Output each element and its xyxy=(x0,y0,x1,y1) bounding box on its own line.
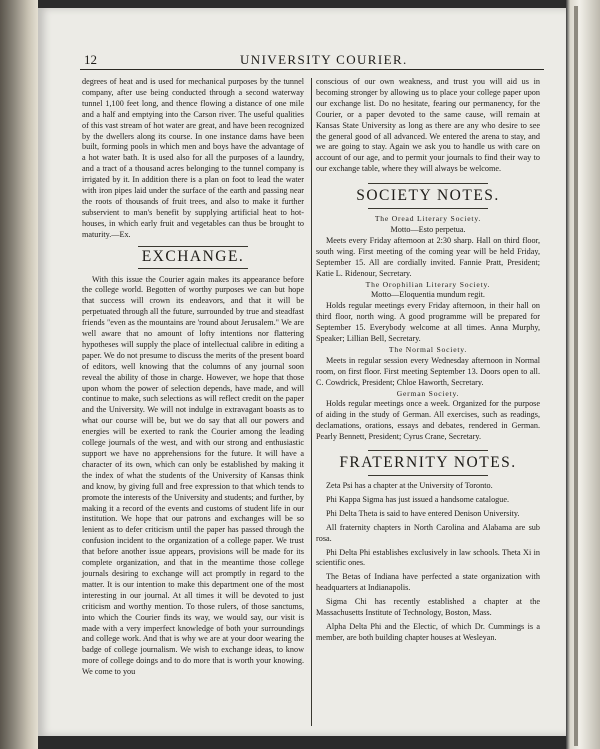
book-binding xyxy=(0,0,38,749)
exchange-heading: EXCHANGE. xyxy=(141,247,245,265)
fraternity-item: Alpha Delta Phi and the Electic, of which Dr. Cummings is a member, are both building chapter houses at Wesleyan. xyxy=(316,621,540,642)
column-divider xyxy=(311,78,312,726)
left-column xyxy=(82,77,304,678)
section-rule xyxy=(368,450,488,451)
society-heading: SOCIETY NOTES. xyxy=(356,187,500,205)
exchange-article: With this issue the Courier again makes its appearance before the college world. Begotten of worthy purposes we can but hope that success will crown its endeavors, and that it will be perpetuated through all the future, surrounded by true and steadfast friends "even as the mountains are 'round about Jerusalem." We are well aware that no amount of lofty intentions nor flattering hypotheses will supply the place of intellectual calibre in editing a paper. We do not presume to discuss the merits of the present board of editors, well knowing that the columns of any journal soon reveal the ability of those in charge. However, we hope that those upon whom the power of selection depends, have made, and will continue to make, such selections as will reflect credit on the paper and the University. We will not indulge in extravagant boasts as to what our course will be, but we do say that all our powers and energies will be exerted to rank the Courier among the leading college journals of the west, and with our strong and enthusiastic support we have no apprehensions for the future. It will have a character of its own, which can only be established by making it the index of what the students of the University of Kansas think and know, by giving full and free expression to that which tends to promote the interests of the University and students; and further, by making it a record of the events and customs of student life in our institution. We hope that our patrons and exchanges will be so lenient as to defer criticism until the paper has passed through the confusion incident to the organization of a college paper. We trust that before another issue appears, provisions will be made for its complete organization, and that in the meantime those college journals desiring to exchange will act promptly in regard to the matter. It is our intention to make this department one of the most interesting in our journal. At all times it will be devoted to just criticism and worthy mention. To those rulers, of those sanctums, into which the Courier finds its way, we would say, our visit is made with a very imperfect knowledge of both your surroundings and college work. And that is why we are at your door wearing the badge of college journalism. We wish to exchange ideas, to know more of college doings and to do more that is worth your knowing. We come to you xyxy=(82,274,304,677)
section-rule xyxy=(138,268,248,269)
continued-exchange: conscious of our own weakness, and trust you will aid us in becoming stronger by allowing us to place your college paper upon our exchange list. Do no hesitate, fearing our permanency, for the Courier, or a paper devoted to the same cause, will remain at Kansas State University as long as there are any who desire to see the general good of all advanced. We entered the arena to stay, and we are going to stay. Again we ask you to handle us with care on account of our age, and to permit your journals to find their way to our exchange table, where they will always be welcome. xyxy=(316,77,540,174)
fraternity-item: All fraternity chapters in North Carolina and Alabama are sub rosa. xyxy=(316,522,540,543)
fraternity-item: Sigma Chi has recently established a chapter at the Massachusetts Institute of Technology, Boston, Mass. xyxy=(316,597,540,618)
continued-article: degrees of heat and is used for mechanical purposes by the tunnel company, after use being conducted through a second waterway tunnel 1,100 feet long, and thence flowing a distance of one mile and a half and emptying into the Carson river. The useful qualities of this vast stream of hot water are great, and have been recognized by the dwellers along its course. In one instance dams have been built, forming pools in which men and boys have the advantage of a hot water bath. It is used also for all the purposes of a laundry, and a tract of a thousand acres belonging to the tunnel company is irrigated by it. In addition there is a plan on foot to lead the water with iron pipes laid under the surface of the earth and passing near the roots of thousands of fruit trees, and also to make it further subservient to man's benefit by supplying artificial heat to hot-houses, in which early fruit and vegetables can thus be brought to maturity.—Ex. xyxy=(82,77,304,239)
section-rule xyxy=(368,183,488,184)
society-notice: Meets in regular session every Wednesday afternoon in Normal room, on first floor. First meeting September 13. Doors open to all. C. Cowdrick, President; Chloe Haworth, Secretary. xyxy=(316,355,540,387)
society-notice: Meets every Friday afternoon at 2:30 sharp. Hall on third floor, south wing. First meeting of the coming year will be held Friday, September 15. All are cordially invited. Fannie Pratt, President; Katie L. Ridenour, Secretary. xyxy=(316,235,540,278)
right-column xyxy=(316,77,540,644)
society-name: German Society. xyxy=(396,388,460,398)
society-name: The Orophilian Literary Society. xyxy=(365,279,491,289)
society-notice: Holds regular meetings every Friday afternoon, in their hall on third floor, north wing. A good programme will be prepared for September 15. Everybody welcome at all times. Anna Murphy, Speaker; Lillian Bell, Secretary. xyxy=(316,301,540,344)
fraternity-item: Phi Kappa Sigma has just issued a handsome catalogue. xyxy=(326,494,510,504)
society-name: The Oread Literary Society. xyxy=(374,214,482,224)
section-rule xyxy=(138,246,248,247)
society-motto: Motto—Esto perpetua. xyxy=(390,224,466,234)
fraternity-item: Zeta Psi has a chapter at the University of Toronto. xyxy=(326,481,493,490)
fraternity-item: Phi Delta Phi establishes exclusively in law schools. Theta Xi in scientific ones. xyxy=(316,547,540,568)
society-name: The Normal Society. xyxy=(388,344,468,354)
section-rule xyxy=(368,475,488,476)
page-edges xyxy=(566,0,600,749)
fraternity-heading: FRATERNITY NOTES. xyxy=(339,454,517,472)
section-rule xyxy=(368,208,488,209)
running-title: UNIVERSITY COURIER. xyxy=(240,52,408,67)
fraternity-item: The Betas of Indiana have perfected a state organization with headquarters at Indianapolis. xyxy=(316,572,540,593)
society-motto: Motto—Eloquentia mundum regit. xyxy=(371,290,485,300)
page-edge-line xyxy=(574,6,578,746)
header-rule xyxy=(80,69,544,70)
fraternity-item: Phi Delta Theta is said to have entered Denison University. xyxy=(326,508,520,518)
page-number: 12 xyxy=(84,52,97,67)
society-notice: Holds regular meetings once a week. Organized for the purpose of aiding in the study of German. All exercises, such as readings, declamations, orations, essays and debates, rendered in German. Pearly Bennett, President; Cyrus Crane, Secretary. xyxy=(316,399,540,442)
